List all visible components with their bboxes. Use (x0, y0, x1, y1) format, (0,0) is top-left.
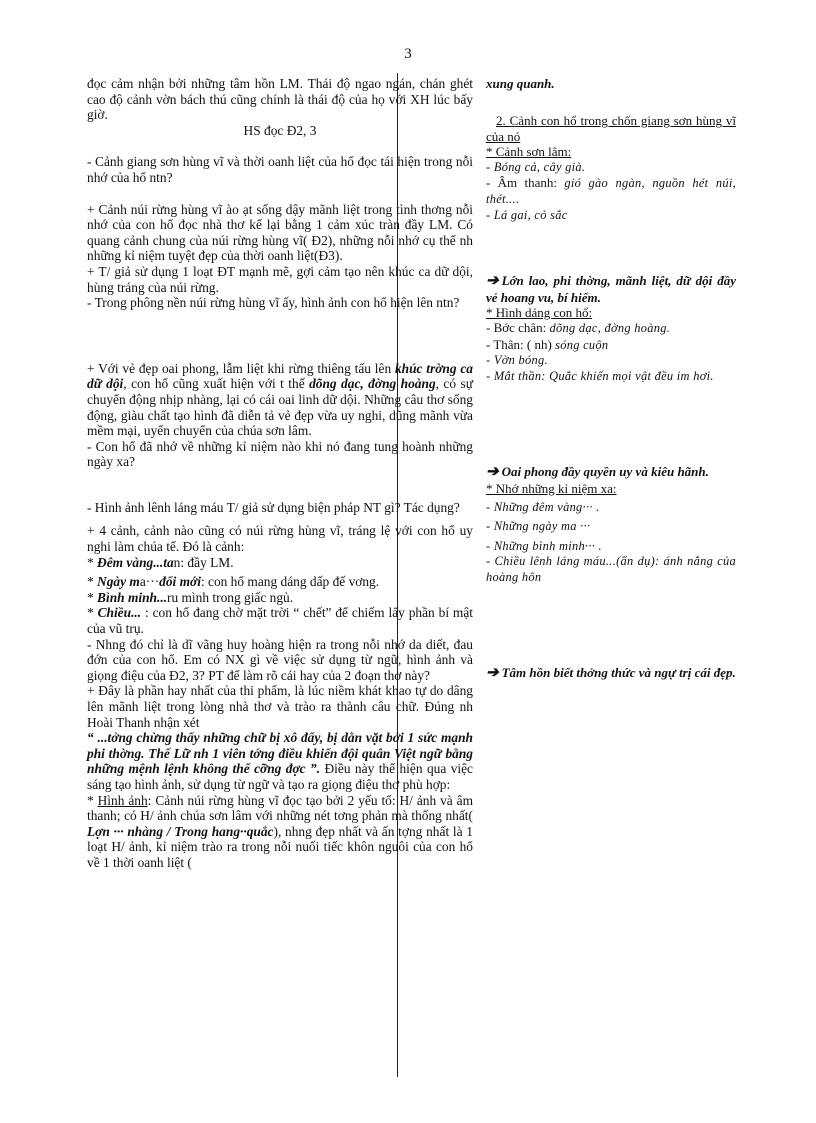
list-item: * Đêm vàng...tan: đầy LM. (87, 554, 234, 570)
subheading: * Hình dáng con hổ: (486, 305, 593, 321)
list-item: - Bóng cả, cây già. (486, 159, 586, 174)
list-item: - Mắt thần: Quắc khiến mọi vật đều im hơi. (486, 368, 714, 383)
left-column (87, 76, 473, 871)
right-column (486, 76, 736, 681)
conclusion: ➔ Oai phong đầy quyền uy và kiêu hãnh. (486, 464, 709, 481)
list-item: * Ngày ma···đổi mới: con hổ mang dáng dấp đế vơng. (87, 574, 380, 590)
list-item: - Bớc chân: dõng dạc, đờng hoàng. (486, 320, 671, 336)
list-item: * Bình minh...ru mình trong giấc ngủ. (87, 589, 294, 605)
question: - Hình ảnh lênh láng máu T/ giả sử dụng biện pháp NT gì? Tác dụng? (87, 499, 460, 515)
list-item: - Âm thanh: gió gào ngàn, nguồn hét núi, thét.... (486, 175, 737, 207)
paragraph: - Nhng đó chỉ là dĩ vãng huy hoàng hiện ra trong nỗi nhớ da diết, đau đớn của con hổ. Em có NX gì về việc sử dụng từ ngữ, hình ảnh và giọng điệu của Đ2, 3? PT để làm rõ cái hay của 2 đoạn thơ này? (87, 636, 473, 683)
paragraph: + Cảnh núi rừng hùng vĩ ào ạt sống dậy mãnh liệt trong tình thơng nỗi nhớ của con hổ đọc nhà thơ kể lại bằng 1 cảm xúc tràn đầy LM. Có quang cảnh chung của núi rừng hùng vĩ( Đ2), những nỗi nhớ cụ thể nh những kỉ niệm tuyệt đẹp của thời oanh liệt(Đ3). (87, 201, 473, 264)
question: - Cảnh giang sơn hùng vĩ và thời oanh liệt của hổ đọc tái hiện trong nỗi nhớ của hổ ntn? (87, 154, 473, 185)
list-item: - Những đêm vàng··· . (486, 499, 600, 514)
question: - Con hổ đã nhớ về những kỉ niệm nào khi nó đang tung hoành những ngày xa? (87, 438, 473, 470)
conclusion: ➔ Tâm hồn biết thởng thức và ngự trị cái đẹp. (486, 664, 736, 681)
list-item: - Vờn bóng. (486, 353, 548, 368)
question: - Trong phông nền núi rừng hùng vĩ ấy, hình ảnh con hổ hiện lên ntn? (87, 295, 460, 311)
paragraph: + T/ giả sử dụng 1 loạt ĐT mạnh mẽ, gợi cảm tạo nên khúc ca dữ dội, hùng tráng của núi rừng. (87, 263, 473, 295)
right-arrow-icon: ➔ (486, 664, 499, 681)
subheading: * Nhớ những kỉ niệm xa: (486, 480, 617, 496)
list-item: - Thân: ( nh) sóng cuộn (486, 336, 609, 352)
paragraph: + Với vẻ đẹp oai phong, lẫm liệt khi rừng thiêng tấu lên khúc trờng ca dữ dội, con hổ cũng xuất hiện với t thế dõng dạc, đờng hoàng, có sự chuyển động nhịp nhàng, lại có cái oai linh dữ dội. Những câu thơ sống động, giàu chất tạo hình đã diễn tả vẻ đẹp vừa uy nghi, dũng mãnh vừa mềm mại, uyển chuyển của chúa sơn lâm. (87, 360, 473, 439)
conclusion: ➔ Lớn lao, phi thờng, mãnh liệt, dữ dội đầy vẻ hoang vu, bí hiểm. (486, 273, 736, 305)
list-item: - Chiều lênh láng máu...(ẩn dụ): ánh nắng của hoàng hôn (486, 554, 736, 584)
paragraph: * Hình ảnh: Cảnh núi rừng hùng vĩ đọc tạo bởi 2 yếu tố: H/ ảnh và âm thanh; có H/ ảnh chúa sơn lâm với những nét tơng phản mà thống nhất( Lợn ··· nhàng / Trong hang··quắc), nhng đẹp nhất và ấn tợng nhất là 1 loạt H/ ảnh, kỉ niệm trào ra trong nỗi nuối tiếc khôn nguôi của con hổ về 1 thời oanh liệt ( (87, 792, 473, 870)
list-item: - Những bình minh··· . (486, 538, 602, 553)
section-heading: 2. Cảnh con hổ trong chốn giang sơn hùng vĩ của nó (486, 113, 736, 144)
list-item: * Chiều... : con hổ đang chờ mặt trời “ chết” để chiếm lấy phần bí mật của vũ trụ. (87, 605, 473, 637)
paragraph: đọc cảm nhận bởi những tâm hồn LM. Thái độ ngao ngán, chán ghét cao độ cảnh vờn bách thú cũng chính là thái độ của họ với XH lúc bấy giờ. (87, 76, 473, 123)
subheading: * Cảnh sơn lâm: (486, 144, 572, 160)
paragraph: xung quanh. (486, 76, 555, 91)
right-arrow-icon: ➔ (486, 273, 499, 290)
quote: “ ...tởng chừng thấy những chữ bị xô đẩy, bị dằn vặt bởi 1 sức mạnh phi thờng. Thế Lữ nh 1 viên tớng điều khiển đội quân Việt ngữ bằng những mệnh lệnh không thể cỡng đợc ”. Điều này thể hiện qua việc sáng tạo hình ảnh, sử dụng từ ngữ và tạo ra giọng điệu thơ phù hợp: (87, 730, 474, 792)
right-arrow-icon: ➔ (486, 464, 499, 481)
list-item: - Những ngày ma ··· (486, 519, 591, 534)
paragraph: + 4 cảnh, cảnh nào cũng có núi rừng hùng vĩ, tráng lệ với con hổ uy nghi làm chúa tể. Đó là cảnh: (87, 523, 473, 555)
paragraph: + Đây là phần hay nhất của thi phẩm, là lúc niềm khát khao tự do dâng lên mãnh liệt trong lòng nhà thơ và trào ra thành câu chữ. Đúng nh Hoài Thanh nhận xét (87, 683, 473, 730)
page-number: 3 (404, 46, 412, 62)
list-item: - Lá gai, cỏ sắc (486, 207, 568, 222)
paragraph: HS đọc Đ2, 3 (243, 122, 317, 138)
